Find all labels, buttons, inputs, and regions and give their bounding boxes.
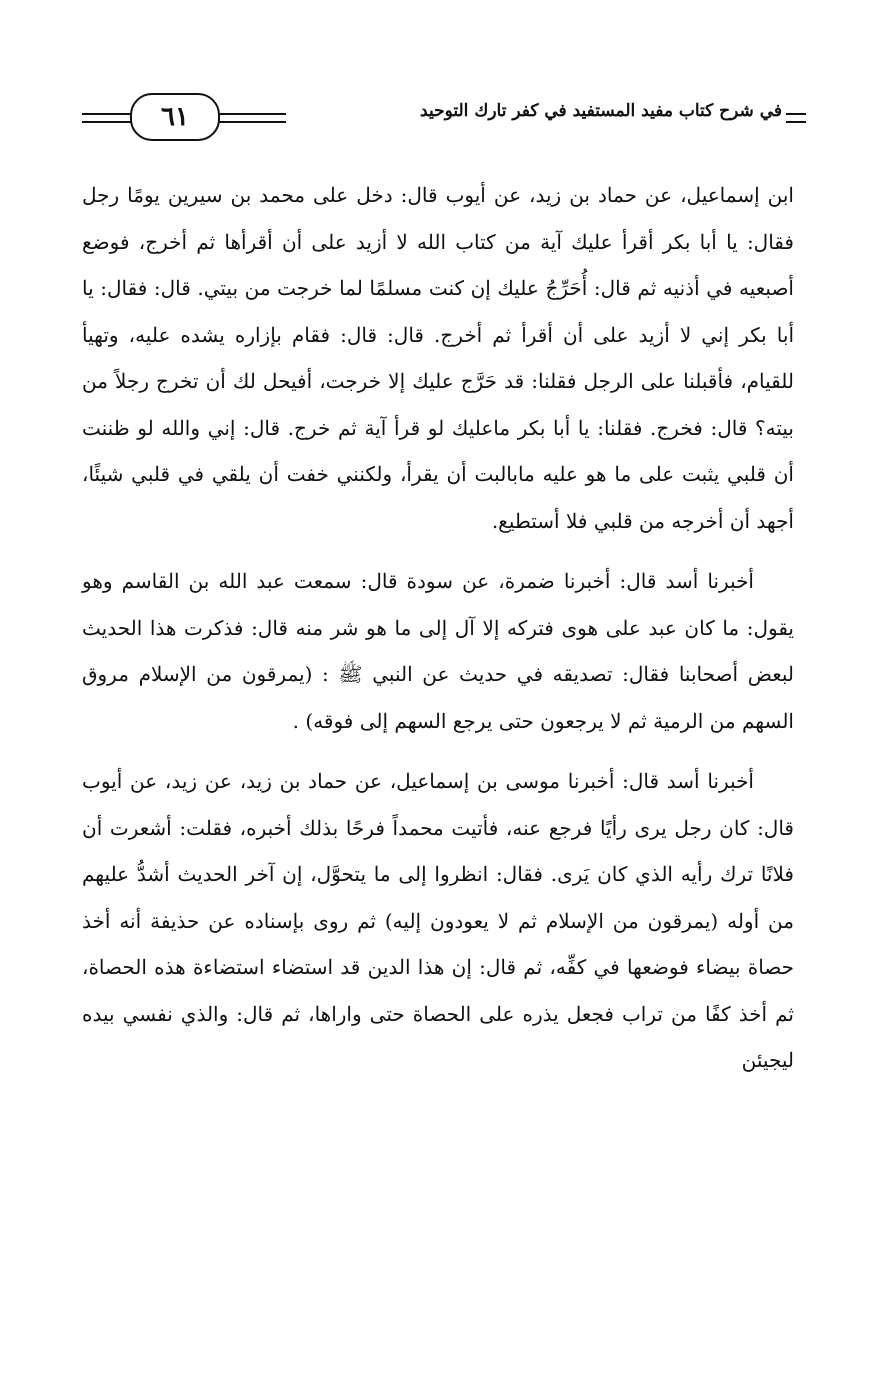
paragraph: أخبرنا أسد قال: أخبرنا ضمرة، عن سودة قال: سمعت عبد الله بن القاسم وهو يقول: ما كان عبد على هوى فتركه إلا آل إلى ما هو شر منه قال: فذكرت هذا الحديث لبعض أصحابنا فقال: تصديقه في حديث عن النبي ﷺ : (يمرقون من الإسلام مروق السهم من الرمية ثم لا يرجعون حتى يرجع السهم إلى فوقه) . <box>82 569 794 733</box>
running-title: في شرح كتاب مفيد المستفيد في كفر تارك التوحيد <box>420 101 782 121</box>
page-body <box>82 172 794 1084</box>
page-number: ٦١ <box>130 93 220 141</box>
page-header <box>60 85 806 145</box>
paragraph: ابن إسماعيل، عن حماد بن زيد، عن أيوب قال: دخل على محمد بن سيرين يومًا رجل فقال: يا أبا بكر أقرأ عليك آية من كتاب الله لا أزيد على أن أقرأها ثم أخرج، فوضع أصبعيه في أذنيه ثم قال: أُحَرِّجُ عليك إن كنت مسلمًا لما خرجت من بيتي. قال: فقال: يا أبا بكر إني لا أزيد على أن أقرأ ثم أخرج. قال: قال: فقام بإزاره يشده عليه، وتهيأ للقيام، فأقبلنا على الرجل فقلنا: قد حَرَّج عليك إلا خرجت، أفيحل لك أن تخرج رجلاً من بيته؟ قال: فخرج. فقلنا: يا أبا بكر ماعليك لو قرأ آية ثم خرج. قال: إني والله لو ظننت أن قلبي يثبت على ما هو عليه مابالبت أن يقرأ، ولكنني خفت أن يلقي في قلبي شيئًا، أجهد أن أخرجه من قلبي فلا أستطيع. <box>82 183 794 533</box>
paragraph: أخبرنا أسد قال: أخبرنا موسى بن إسماعيل، عن حماد بن زيد، عن زيد، عن أيوب قال: كان رجل يرى رأيًا فرجع عنه، فأتيت محمداً فرحًا بذلك أخبره، فقلت: أشعرت أن فلانًا ترك رأيه الذي كان يَرى. فقال: انظروا إلى ما يتحوَّل، إن آخر الحديث أشدُّ عليهم من أوله (يمرقون من الإسلام ثم لا يعودون إليه) ثم روى بإسناده عن حذيفة أنه أخذ حصاة بيضاء فوضعها في كفِّه، ثم قال: إن هذا الدين قد استضاء استضاءة هذه الحصاة، ثم أخذ كفًا من تراب فجعل يذره على الحصاة حتى واراها، ثم قال: والذي نفسي بيده ليجيئن <box>82 769 794 1072</box>
header-rule-right <box>786 113 806 123</box>
